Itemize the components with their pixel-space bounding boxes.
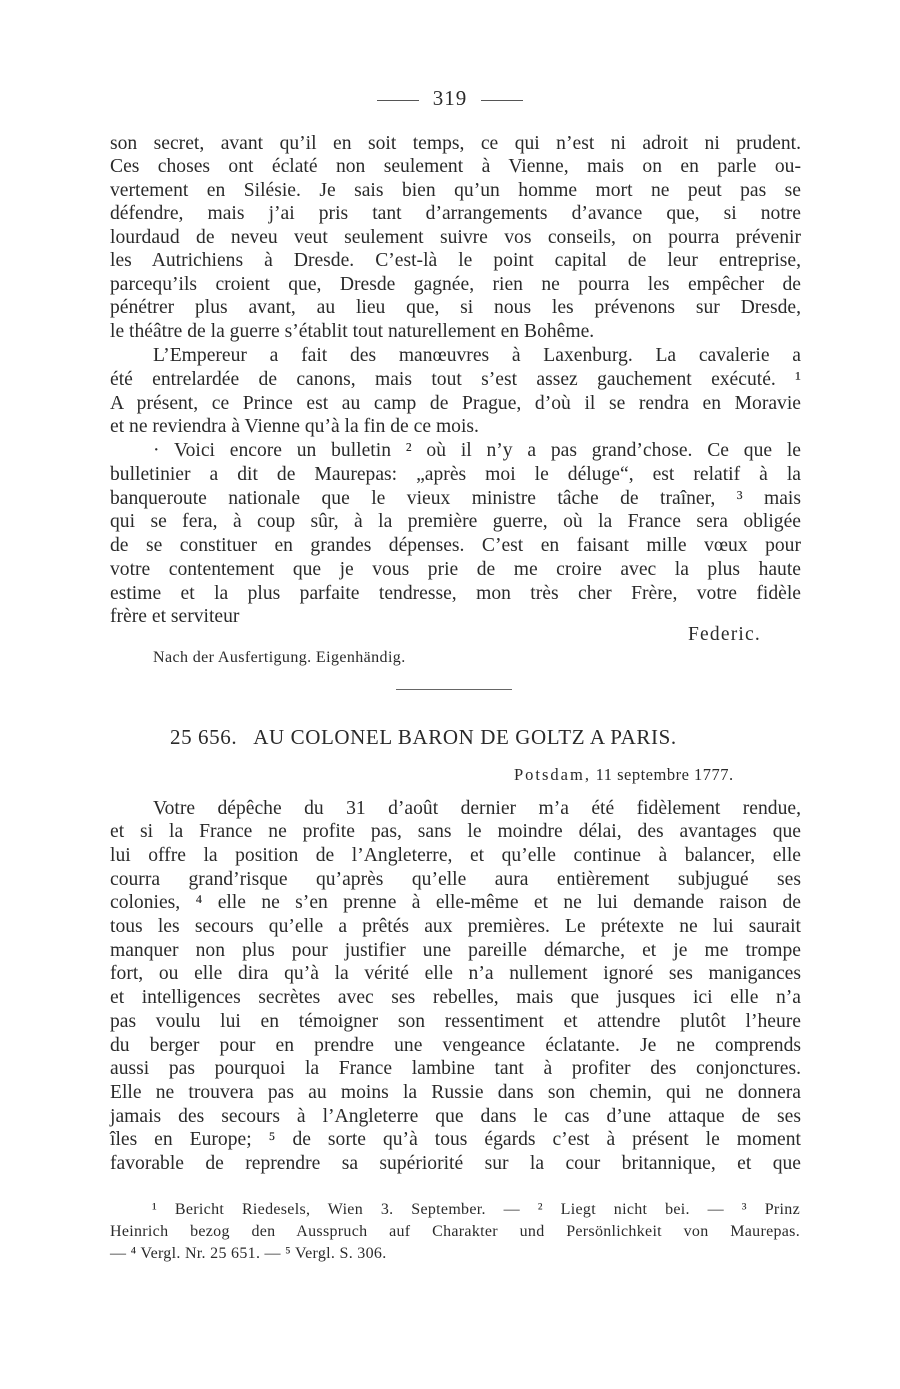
letter2-line: du berger pour en prendre une vengeance éclatante. Je ne comprends [110,1035,801,1056]
dateline-place: Potsdam, [514,765,591,784]
footnote-line: Heinrich bezog den Ausspruch auf Charakter und Persönlichkeit von Maurepas. [110,1223,800,1240]
letter2-line: courra grand’risque qu’après qu’elle aura entièrement subjugué ses [110,869,801,890]
source-note: Nach der Ausfertigung. Eigenhändig. [153,649,406,666]
letter2-line: pas voulu lui en témoigner son ressentiment et attendre plutôt l’heure [110,1011,801,1032]
page-header [0,86,900,111]
letter1-line: les Autrichiens à Dresde. C’est-là le point capital de leur entreprise, [110,250,801,271]
letter2-line: colonies, ⁴ elle ne s’en prenne à elle-même et ne lui demande raison de [110,892,801,913]
letter2-line: favorable de reprendre sa supériorité sur la cour britannique, et que [110,1153,801,1174]
letter1-line: A présent, ce Prince est au camp de Prague, d’où il se rendra en Moravie [110,393,801,414]
letter2-line: aussi pas pourquoi la France lambine tant à profiter des conjonctures. [110,1058,801,1079]
letter2-line: Votre dépêche du 31 d’août dernier m’a été fidèlement rendue, [153,798,801,819]
letter1-line: Ces choses ont éclaté non seulement à Vienne, mais on en parle ou- [110,156,801,177]
letter-number: 25 656. [170,725,238,749]
letter2-line: Elle ne trouvera pas au moins la Russie dans son chemin, qui ne donnera [110,1082,801,1103]
letter2-line: îles en Europe; ⁵ de sorte qu’à tous égards c’est à présent le moment [110,1129,801,1150]
letter2-line: manquer non plus pour justifier une pareille démarche, et je me trompe [110,940,801,961]
page-number: 319 [432,86,468,110]
letter2-line: et si la France ne profite pas, sans le moindre délai, des avantages que [110,821,801,842]
letter1-line: · Voici encore un bulletin ² où il n’y a pas grand’chose. Ce que le [153,440,801,461]
letter2-line: lui offre la position de l’Angleterre, et qu’elle continue à balancer, elle [110,845,801,866]
letter1-line: frère et serviteur [110,606,240,627]
letter-recipient: AU COLONEL BARON DE GOLTZ A PARIS. [253,725,677,749]
letter2-line: et intelligences secrètes avec ses rebelles, mais que jusques ici elle n’a [110,987,801,1008]
letter1-line: pénétrer plus avant, au lieu que, si nous les prévenons sur Dresde, [110,297,801,318]
letter-title [170,725,770,750]
letter1-line: vertement en Silésie. Je sais bien qu’un homme mort ne peut pas se [110,180,801,201]
letter1-line: et ne reviendra à Vienne qu’à la fin de ce mois. [110,416,479,437]
letter1-line: banqueroute nationale que le vieux ministre tâche de traîner, ³ mais [110,488,801,509]
letter1-line: de se constituer en grandes dépenses. C’est en faisant mille vœux pour [110,535,801,556]
letter2-line: jamais des secours à l’Angleterre que dans le cas d’une attaque de ses [110,1106,801,1127]
footnote-line: ¹ Bericht Riedesels, Wien 3. September. — ² Liegt nicht bei. — ³ Prinz [152,1201,800,1218]
header-dash-right [481,100,523,101]
dateline [514,765,734,785]
letter1-line: bulletinier a dit de Maurepas: „après moi le déluge“, est relatif à la [110,464,801,485]
letter1-line: défendre, mais j’ai pris tant d’arrangements d’avance que, si notre [110,203,801,224]
letter1-line: qui se fera, à coup sûr, à la première guerre, où la France sera obligée [110,511,801,532]
letter1-line: votre contentement que je vous prie de me croire avec la plus haute [110,559,801,580]
letter1-line: lourdaud de neveu veut seulement suivre vos conseils, on pourra prévenir [110,227,801,248]
section-divider [396,689,512,690]
letter2-line: fort, ou elle dira qu’à la vérité elle n’a nullement ignoré ses manigances [110,963,801,984]
letter1-line: estime et la plus parfaite tendresse, mon très cher Frère, votre fidèle [110,583,801,604]
letter1-line: été entrelardée de canons, mais tout s’est assez gauchement exécuté. ¹ [110,369,801,390]
signature: Federic. [688,624,761,645]
letter1-line: son secret, avant qu’il en soit temps, ce qui n’est ni adroit ni prudent. [110,133,801,154]
letter2-line: tous les secours qu’elle a prêtés aux premières. Le prétexte ne lui saurait [110,916,801,937]
letter1-line: le théâtre de la guerre s’établit tout naturellement en Bohême. [110,321,595,342]
footnote-line: — ⁴ Vergl. Nr. 25 651. — ⁵ Vergl. S. 306. [110,1245,387,1262]
letter1-line: parcequ’ils croient que, Dresde gagnée, rien ne pourra les empêcher de [110,274,801,295]
letter1-line: L’Empereur a fait des manœuvres à Laxenburg. La cavalerie a [153,345,801,366]
header-dash-left [377,100,419,101]
dateline-date: 11 septembre 1777. [595,765,734,784]
